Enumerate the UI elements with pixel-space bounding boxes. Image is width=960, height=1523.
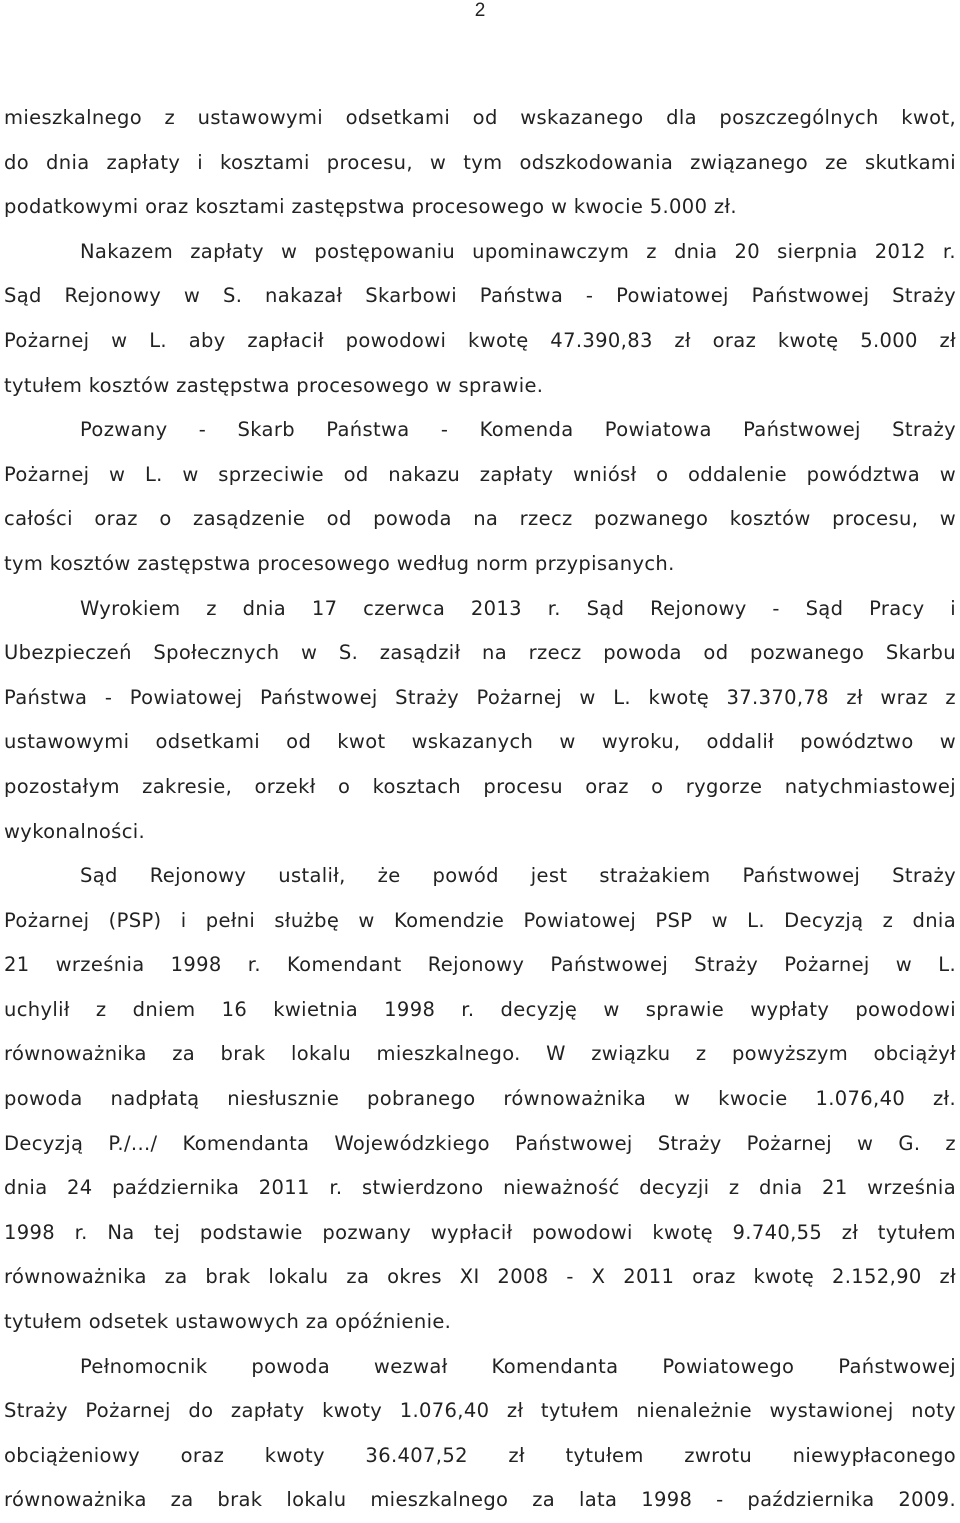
text-line: uchylił z dniem 16 kwietnia 1998 r. decyzję w sprawie wypłaty powodowi: [4, 997, 956, 1021]
text-line: obciążeniowy oraz kwoty 36.407,52 zł tytułem zwrotu niewypłaconego: [4, 1443, 956, 1467]
text-line: pozostałym zakresie, orzekł o kosztach procesu oraz o rygorze natychmiastowej: [4, 774, 956, 798]
document-body: [4, 96, 956, 1523]
text-line: Straży Pożarnej do zapłaty kwoty 1.076,40 zł tytułem nienależnie wystawionej noty: [4, 1399, 956, 1423]
text-line: Decyzją P./.../ Komendanta Wojewódzkiego Państwowej Straży Pożarnej w G. z: [4, 1131, 956, 1155]
text-line: tytułem kosztów zastępstwa procesowego w sprawie.: [4, 373, 544, 397]
text-line: Ubezpieczeń Społecznych w S. zasądził na rzecz powoda od pozwanego Skarbu: [4, 641, 956, 665]
text-line: Pożarnej (PSP) i pełni służbę w Komendzie Powiatowej PSP w L. Decyzją z dnia: [4, 908, 956, 932]
text-line: Nakazem zapłaty w postępowaniu upominawczym z dnia 20 sierpnia 2012 r.: [80, 239, 956, 263]
text-line: Pożarnej w L. w sprzeciwie od nakazu zapłaty wniósł o oddalenie powództwa w: [4, 462, 956, 486]
text-line: tytułem odsetek ustawowych za opóźnienie.: [4, 1310, 452, 1334]
text-line: Państwa - Powiatowej Państwowej Straży Pożarnej w L. kwotę 37.370,78 zł wraz z: [4, 685, 956, 709]
text-line: Sąd Rejonowy ustalił, że powód jest strażakiem Państwowej Straży: [80, 864, 956, 888]
text-line: Wyrokiem z dnia 17 czerwca 2013 r. Sąd Rejonowy - Sąd Pracy i: [80, 596, 956, 620]
text-line: 21 września 1998 r. Komendant Rejonowy Państwowej Straży Pożarnej w L.: [4, 953, 956, 977]
text-line: całości oraz o zasądzenie od powoda na rzecz pozwanego kosztów procesu, w: [4, 507, 956, 531]
text-line: ustawowymi odsetkami od kwot wskazanych w wyroku, oddalił powództwo w: [4, 730, 956, 754]
text-line: Pełnomocnik powoda wezwał Komendanta Powiatowego Państwowej: [80, 1354, 956, 1378]
text-line: Sąd Rejonowy w S. nakazał Skarbowi Państwa - Powiatowej Państwowej Straży: [4, 284, 956, 308]
page-number: 2: [474, 0, 486, 21]
text-line: wykonalności.: [4, 819, 146, 843]
text-line: do dnia zapłaty i kosztami procesu, w tym odszkodowania związanego ze skutkami: [4, 150, 956, 174]
text-line: równoważnika za brak lokalu mieszkalnego. W związku z powyższym obciążył: [4, 1042, 956, 1066]
text-line: 1998 r. Na tej podstawie pozwany wypłacił powodowi kwotę 9.740,55 zł tytułem: [4, 1220, 956, 1244]
text-line: powoda nadpłatą niesłusznie pobranego równoważnika w kwocie 1.076,40 zł.: [4, 1087, 956, 1111]
text-line: równoważnika za brak lokalu mieszkalnego za lata 1998 - października 2009.: [4, 1488, 956, 1512]
text-line: Pożarnej w L. aby zapłacił powodowi kwotę 47.390,83 zł oraz kwotę 5.000 zł: [4, 328, 956, 352]
text-line: mieszkalnego z ustawowymi odsetkami od wskazanego dla poszczególnych kwot,: [4, 106, 956, 129]
text-line: tym kosztów zastępstwa procesowego według norm przypisanych.: [4, 551, 675, 575]
text-line: podatkowymi oraz kosztami zastępstwa procesowego w kwocie 5.000 zł.: [4, 195, 737, 219]
text-line: Pozwany - Skarb Państwa - Komenda Powiatowa Państwowej Straży: [80, 418, 956, 442]
text-line: dnia 24 października 2011 r. stwierdzono nieważność decyzji z dnia 21 września: [4, 1176, 956, 1200]
text-line: równoważnika za brak lokalu za okres XI 2008 - X 2011 oraz kwotę 2.152,90 zł: [4, 1265, 956, 1289]
